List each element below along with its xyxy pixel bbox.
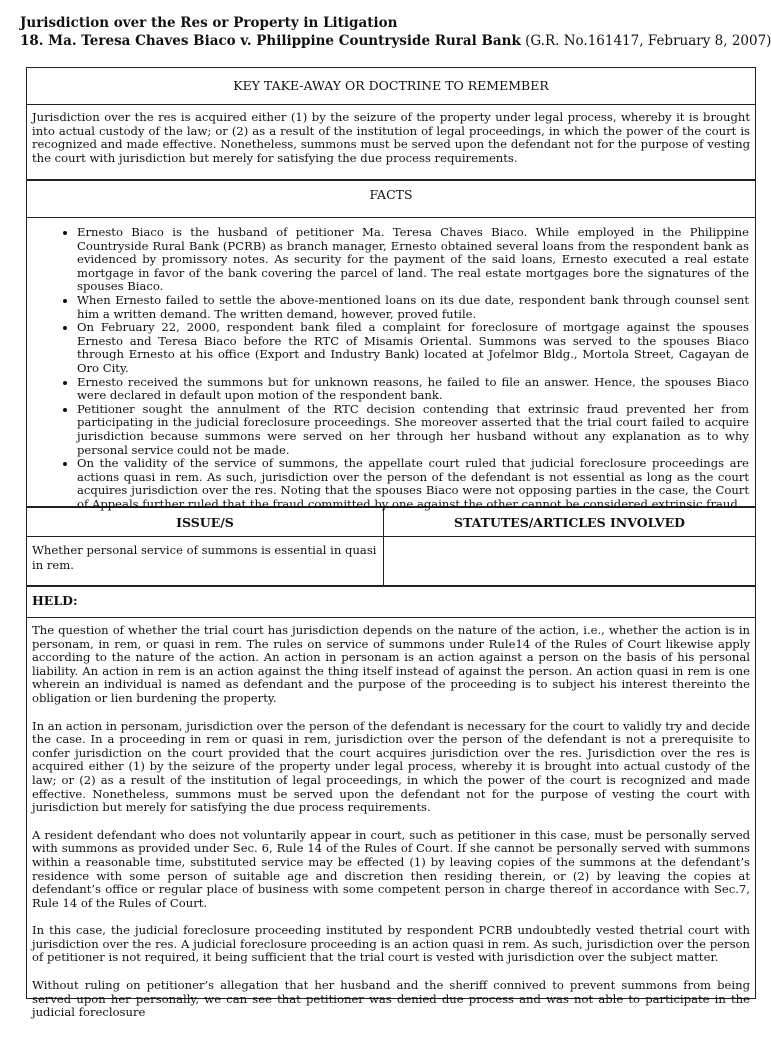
facts-list: [33, 226, 749, 511]
held-paragraph: A resident defendant who does not voluntarily appear in court, such as petitioner in this case, must be personally served with summons as provided under Sec. 6, Rule 14 of the Rules of Court. If she cannot be personally served with summons within a reasonable time, substituted service may be effected (1) by leaving copies of the summons at the defendant’s residence with some person of suitable age and discretion then residing therein, or (2) by leaving the copies at defendant’s office or regular place of business with some competent person in charge thereof in accordance with Sec.7, Rule 14 of the Rules of Court.: [32, 827, 750, 910]
fact-item: • Ernesto received the summons but for unknown reasons, he failed to file an answer. Hence, the spouses Biaco were declared in default upon motion of the respondent bank.: [77, 376, 749, 403]
digest-table: [26, 67, 756, 1020]
case-title: 18. Ma. Teresa Chaves Biaco v. Philippine Countryside Rural Bank: [20, 33, 521, 49]
fact-item: • When Ernesto failed to settle the above-mentioned loans on its due date, respondent bank through counsel sent him a written demand. The written demand, however, proved futile.: [77, 294, 749, 321]
held-paragraph: In an action in personam, jurisdiction over the person of the defendant is necessary for the court to validly try and decide the case. In a proceeding in rem or quasi in rem, jurisdiction over the person of the defendant is not a prerequisite to confer jurisdiction on the court provided that the court acquires jurisdiction over the res. Jurisdiction over the res is acquired either (1) by the seizure of the property under legal process, whereby it is brought into actual custody of the law; or (2) as a result of the institution of legal proceedings, in which the power of the court is recognized and made effective. Nonetheless, summons must be served upon the defendant not for the purpose of vesting the court with jurisdiction but merely for satisfying the due process requirements.: [32, 718, 750, 815]
held-heading: HELD:: [32, 593, 78, 608]
page-title: Jurisdiction over the Res or Property in Litigation: [20, 15, 398, 31]
held-paragraph: Without ruling on petitioner’s allegation that her husband and the sheriff connived to prevent summons from being served upon her personally, we can see that petitioner was denied due process and was not able to participate in the judicial foreclosure: [32, 978, 750, 1020]
held-paragraph: In this case, the judicial foreclosure proceeding instituted by respondent PCRB undoubtedly vested thetrial court with jurisdiction over the res. A judicial foreclosure proceeding is an action quasi in rem. As such, jurisdiction over the person of petitioner is not required, it being sufficient that the trial court is vested with jurisdiction over the subject matter.: [32, 923, 750, 965]
key-takeaway-heading: KEY TAKE-AWAY OR DOCTRINE TO REMEMBER: [233, 78, 549, 93]
case-title-line: [20, 32, 771, 50]
issues-body-row: [27, 537, 755, 585]
issues-heading: ISSUE/S: [27, 508, 384, 536]
fact-item: • Ernesto Biaco is the husband of petitioner Ma. Teresa Chaves Biaco. While employed in the Philippine Countryside Rural Bank (PCRB) as branch manager, Ernesto obtained several loans from the respondent bank as evidenced by promissory notes. As security for the payment of the said loans, Ernesto executed a real estate mortgage in favor of the bank covering the parcel of land. The real estate mortgages bore the signatures of the spouses Biaco.: [77, 226, 749, 294]
held-body: [27, 618, 755, 1040]
issues-header-row: [27, 508, 755, 536]
key-takeaway-text: Jurisdiction over the res is acquired either (1) by the seizure of the property under legal process, whereby it is brought into actual custody of the law; or (2) as a result of the institution of legal proceedings, in which the power of the court is recognized and made effective. Nonetheless, summons must be served upon the defendant not for the purpose of vesting the court with jurisdiction but merely for satisfying the due process requirements.: [32, 110, 750, 165]
facts-heading: FACTS: [369, 187, 413, 202]
statutes-heading: STATUTES/ARTICLES INVOLVED: [454, 514, 685, 530]
statutes-text: [384, 537, 755, 585]
held-paragraph: The question of whether the trial court has jurisdiction depends on the nature of the action, i.e., whether the action is in personam, in rem, or quasi in rem. The rules on service of summons under Rule14 of the Rules of Court likewise apply according to the nature of the action. An action in personam is an action against a person on the basis of his personal liability. An action in rem is an action against the thing itself instead of against the person. An action quasi in rem is one wherein an individual is named as defendant and the purpose of the proceeding is to subject his interest thereinto the obligation or lien burdening the property.: [32, 623, 750, 705]
facts-body: [27, 218, 755, 511]
fact-item: • On the validity of the service of summons, the appellate court ruled that judicial foreclosure proceedings are actions quasi in rem. As such, jurisdiction over the person of the defendant is not essential as long as the court acquires jurisdiction over the res. Noting that the spouses Biaco were not opposing parties in the case, the Court of Appeals further ruled that the fraud committed by one against the other cannot be considered extrinsic fraud.: [77, 457, 749, 511]
page-header: [20, 14, 771, 50]
issue-text: Whether personal service of summons is essential in quasi in rem.: [27, 537, 384, 585]
fact-item: • Petitioner sought the annulment of the RTC decision contending that extrinsic fraud prevented her from participating in the judicial foreclosure proceedings. She moreover asserted that the trial court failed to acquire jurisdiction because summons were served on her through her husband without any explanation as to why personal service could not be made.: [77, 403, 749, 457]
fact-item: • On February 22, 2000, respondent bank filed a complaint for foreclosure of mortgage against the spouses Ernesto and Teresa Biaco before the RTC of Misamis Oriental. Summons was served to the spouses Biaco through Ernesto at his office (Export and Industry Bank) located at Jofelmor Bldg., Mortola Street, Cagayan de Oro City.: [77, 321, 749, 375]
case-citation: (G.R. No.161417, February 8, 2007): [525, 33, 771, 49]
